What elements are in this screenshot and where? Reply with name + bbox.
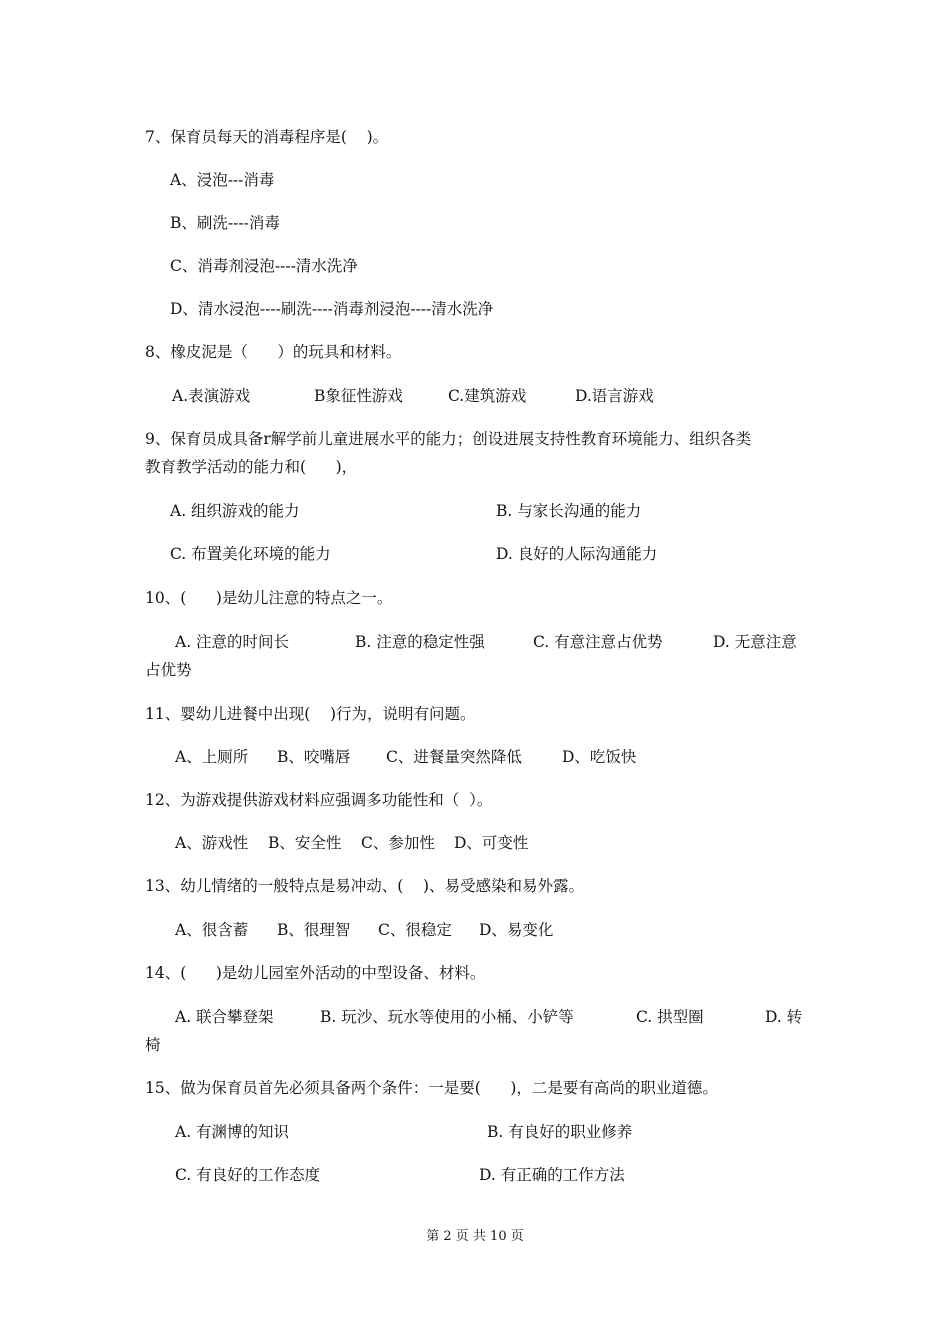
q12-stem: 12、为游戏提供游戏材料应强调多功能性和（ ）。 bbox=[145, 791, 493, 809]
q12-option-d: D、可变性 bbox=[454, 834, 529, 852]
q10-option-a: A. 注意的时间长 bbox=[175, 633, 290, 651]
q10-stem: 10、( )是幼儿注意的特点之一。 bbox=[145, 589, 393, 607]
q9-option-c: C. 布置美化环境的能力 bbox=[170, 545, 331, 563]
q10-option-c: C. 有意注意占优势 bbox=[533, 633, 663, 651]
q15-option-a: A. 有渊博的知识 bbox=[175, 1123, 290, 1141]
q9-option-a: A. 组织游戏的能力 bbox=[170, 502, 300, 520]
q7-option-b: B、刷洗----消毒 bbox=[170, 214, 280, 232]
q9-stem-line2: 教育教学活动的能力和( )， bbox=[145, 458, 358, 476]
q9-stem-line1: 9、保育员成具备r解学前儿童进展水平的能力；创设进展支持性教育环境能力、组织各类 bbox=[145, 430, 752, 448]
q8-stem: 8、橡皮泥是（ ）的玩具和材料。 bbox=[145, 343, 402, 361]
q7-option-d: D、清水浸泡----刷洗----消毒剂浸泡----清水洗净 bbox=[170, 300, 494, 318]
q8-option-d: D.语言游戏 bbox=[575, 387, 654, 405]
q11-option-d: D、吃饭快 bbox=[562, 748, 637, 766]
q15-option-b: B. 有良好的职业修养 bbox=[487, 1123, 633, 1141]
q14-option-b: B. 玩沙、玩水等使用的小桶、小铲等 bbox=[320, 1008, 574, 1026]
q9-option-d: D. 良好的人际沟通能力 bbox=[496, 545, 658, 563]
q12-option-a: A、游戏性 bbox=[175, 834, 249, 852]
q14-option-d-continued: 椅 bbox=[145, 1036, 161, 1054]
q8-option-a: A.表演游戏 bbox=[172, 387, 251, 405]
q7-stem: 7、保育员每天的消毒程序是( )。 bbox=[145, 128, 389, 146]
q14-stem: 14、( )是幼儿园室外活动的中型设备、材料。 bbox=[145, 964, 486, 982]
q13-option-a: A、很含蓄 bbox=[175, 921, 249, 939]
q13-option-c: C、很稳定 bbox=[378, 921, 452, 939]
q13-option-b: B、很理智 bbox=[277, 921, 351, 939]
q9-option-b: B. 与家长沟通的能力 bbox=[496, 502, 642, 520]
q14-option-c: C. 拱型圈 bbox=[636, 1008, 704, 1026]
q8-option-b: B象征性游戏 bbox=[314, 387, 403, 405]
q11-option-b: B、咬嘴唇 bbox=[277, 748, 351, 766]
q7-option-a: A、浸泡---消毒 bbox=[170, 171, 275, 189]
q11-option-c: C、进餐量突然降低 bbox=[386, 748, 522, 766]
q12-option-b: B、安全性 bbox=[268, 834, 342, 852]
page-number-footer: 第 2 页 共 10 页 bbox=[426, 1229, 524, 1244]
q15-stem: 15、做为保育员首先必须具备两个条件：一是要( )，二是要有高尚的职业道德。 bbox=[145, 1079, 718, 1097]
q14-option-d: D. 转 bbox=[765, 1008, 803, 1026]
q15-option-c: C. 有良好的工作态度 bbox=[175, 1166, 321, 1184]
q13-stem: 13、幼儿情绪的一般特点是易冲动、( )、易受感染和易外露。 bbox=[145, 877, 585, 895]
q15-option-d: D. 有正确的工作方法 bbox=[479, 1166, 625, 1184]
q14-option-a: A. 联合攀登架 bbox=[175, 1008, 274, 1026]
q10-option-b: B. 注意的稳定性强 bbox=[355, 633, 485, 651]
q12-option-c: C、参加性 bbox=[361, 834, 435, 852]
q10-option-d-continued: 占优势 bbox=[145, 661, 192, 679]
q11-option-a: A、上厕所 bbox=[175, 748, 249, 766]
q7-option-c: C、消毒剂浸泡----清水洗净 bbox=[170, 257, 358, 275]
q13-option-d: D、易变化 bbox=[479, 921, 554, 939]
q11-stem: 11、婴幼儿进餐中出现( )行为，说明有问题。 bbox=[145, 705, 476, 723]
q8-option-c: C.建筑游戏 bbox=[448, 387, 527, 405]
q10-option-d: D. 无意注意 bbox=[713, 633, 797, 651]
